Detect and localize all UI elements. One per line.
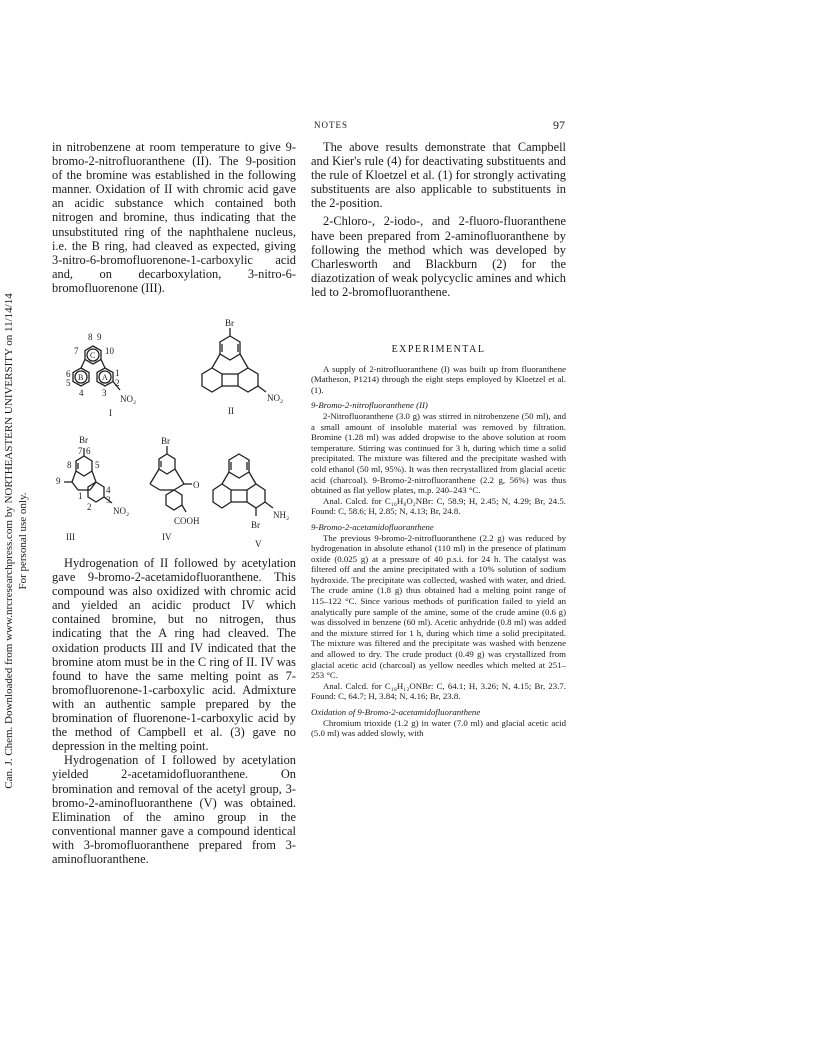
right-text-1: The above results demonstrate that Campbell and Kier's rule (4) for deactivating substituents and the rule of Kloetzel et al. (1) for strongly activating substituents are also applicable to substituents in the 2-position. [311, 140, 566, 211]
left-text-1: in nitrobenzene at room temperature to give 9-bromo-2-nitrofluoranthene (II). The 9-position of the bromine was established in the following manner. Oxidation of II with chromic acid gave an acidic substance which contained both nitrogen and bromine, thus indicating that the unsubstituted ring of the naphthalene nucleus, i.e. the B ring, had cleaved as expected, giving 3-nitro-6-bromofluorenone-1-carboxylic acid and, on decarboxylation, 3-nitro-6-bromofluorenone (III). [52, 140, 296, 295]
s1-n10: 10 [105, 346, 114, 356]
experimental-section [311, 345, 566, 739]
s3-n1: 1 [78, 491, 83, 501]
s5-nh2: NH₂ [273, 510, 290, 520]
s1-ring-a: A [102, 373, 108, 382]
s4-o: O [193, 480, 200, 490]
s1-ring-c: C [90, 351, 96, 360]
left-text-3: Hydrogenation of I followed by acetylation yielded 2-acetamidofluoranthene. On bromination and removal of the acetyl group, 3-bromo-2-aminofluoranthene (V) was obtained. Elimination of the amino group in the conventional manner gave a compound identical with 3-bromofluoranthene prepared from 3-aminofluoranthene. [52, 753, 296, 866]
s3-br: Br [79, 435, 88, 445]
s3-n9: 9 [56, 476, 61, 486]
right-paragraphs [311, 140, 566, 299]
s2-br: Br [225, 318, 234, 328]
watermark-line-1: Can. J. Chem. Downloaded from www.nrcresearchpress.com by NORTHEASTERN UNIVERSITY on 11/14/14 [3, 293, 15, 789]
s1-n2: 2 [115, 378, 120, 388]
page-number: 97 [553, 118, 565, 132]
subheading-1: 9-Bromo-2-nitrofluoranthene (II) [311, 400, 428, 411]
exp-intro: A supply of 2-nitrofluoranthene (I) was built up from fluoranthene (Matheson, P1214) through the eight steps employed by Kloetzel et al. (1). [311, 363, 566, 395]
download-watermark [2, 241, 32, 841]
subheading-2: 9-Bromo-2-acetamidofluoranthene [311, 521, 434, 532]
s3-n6: 6 [86, 446, 91, 456]
running-title: NOTES [314, 120, 348, 130]
left-paragraph-1 [52, 140, 296, 295]
chemical-structures-figure [50, 316, 310, 556]
left-paragraphs-2-3 [52, 556, 296, 866]
s1-label: I [109, 408, 112, 418]
s5-label: V [255, 539, 262, 549]
s1-n6: 6 [66, 369, 71, 379]
s4-br: Br [161, 436, 170, 446]
s2-no2: NO₂ [267, 393, 284, 403]
s3-n5: 5 [95, 460, 100, 470]
subheading-3: Oxidation of 9-Bromo-2-acetamidofluoranthene [311, 707, 481, 717]
s3-n3: 3 [106, 495, 111, 505]
sub2-analysis: Anal. Calcd. for C₁₈H₁₂ONBr: C, 64.1; H, 3.26; N, 4.15; Br, 23.7. Found: C, 64.7; H, 3.84; N, 4.16; Br, 23.8. [311, 680, 566, 702]
s1-n3: 3 [102, 388, 107, 398]
sub1-analysis: Anal. Calcd. for C₁₆H₈O₂NBr: C, 58.9; H, 2.45; N, 4.29; Br, 24.5. Found: C, 58.6; H, 2.85; N, 4.13; Br, 24.8. [311, 495, 566, 517]
s1-n9: 9 [97, 332, 102, 342]
s1-ring-b: B [78, 373, 84, 382]
s1-n4: 4 [79, 388, 84, 398]
s3-n4: 4 [106, 485, 111, 495]
s3-n2: 2 [87, 502, 92, 512]
s2-label: II [228, 406, 234, 416]
s4-label: IV [162, 532, 172, 542]
sub2-text: The previous 9-bromo-2-nitrofluoranthene (2.2 g) was reduced by hydrogenation in absolute ethanol (110 ml) in the presence of platinum oxide (0.025 g) at a pressure of 40 p.s.i. for 24 h. The catalyst was filtered off and the amine precipitated with a 10% solution of sodium hydroxide. The precipitate was collected, washed with water, and dried. The crude amine (1.8 g) thus obtained had a melting point range of 115–122 °C. Since various methods of purification failed to yield an analytically pure sample of the amine, some of the crude amine (0.6 g) was dissolved in benzene (60 ml). Acetic anhydride (0.8 ml) was added and the mixture stirred for 1 h, during which time a solid precipitated. The mixture was filtered and the precipitate was washed with benzene and allowed to dry. The crude product (0.49 g) was crystallized from glacial acetic acid (charcoal) as yellow needles which melted at 251–253 °C. [311, 532, 566, 681]
watermark-line-2: For personal use only. [17, 492, 29, 590]
s3-n7: 7 [78, 446, 83, 456]
experimental-heading: EXPERIMENTAL [391, 344, 486, 355]
s3-label: III [66, 532, 75, 542]
sub3-text: Chromium trioxide (1.2 g) in water (7.0 ml) and glacial acetic acid (5.0 ml) was added slowly, with [311, 717, 566, 739]
sub1-text: 2-Nitrofluoranthene (3.0 g) was stirred in nitrobenzene (50 ml), and a small amount of insoluble material was removed by filtration. Bromine (1.28 ml) was added dropwise to the above solution at room temperature. Stirring was continued for 3 h, during which time a solid precipitated. The mixture was filtered and the precipitate washed with cold ethanol (50 ml, 95%). It was then recrystallized from glacial acetic acid (charcoal). 9-Bromo-2-nitrofluoranthene (2.2 g, 56%) was thus obtained as flat yellow plates, m.p. 240–243 °C. [311, 410, 566, 496]
left-text-2: Hydrogenation of II followed by acetylation gave 9-bromo-2-acetamidofluoranthene. This compound was also oxidized with chromic acid and yielded an acidic product IV which contained bromine, but no nitrogen, thus indicating that the A ring had cleaved. The oxidation products III and IV indicated that the bromine atom must be in the C ring of II. IV was found to have the same melting point as 7-bromofluorenone-1-carboxylic acid. Admixture with an authentic sample prepared by the bromination of fluorenone-1-carboxylic acid by the method of Campbell et al. (3) gave no depression in the melting point. [52, 556, 296, 754]
right-text-2: 2-Chloro-, 2-iodo-, and 2-fluoro-fluoranthene have been prepared from 2-aminofluoranthene by following the method which was developed by Charlesworth and Blackburn (2) for the diazotization of weak polycyclic amines and which led to 2-bromofluoranthene. [311, 214, 566, 299]
s5-br: Br [251, 520, 260, 530]
s1-n5: 5 [66, 378, 71, 388]
s3-no2: NO₂ [113, 506, 130, 516]
s1-n7: 7 [74, 346, 79, 356]
s3-n8: 8 [67, 460, 72, 470]
s1-n1: 1 [115, 368, 120, 378]
s1-no2: NO₂ [120, 394, 137, 404]
s1-n8: 8 [88, 332, 93, 342]
s4-cooh: COOH [174, 516, 200, 526]
